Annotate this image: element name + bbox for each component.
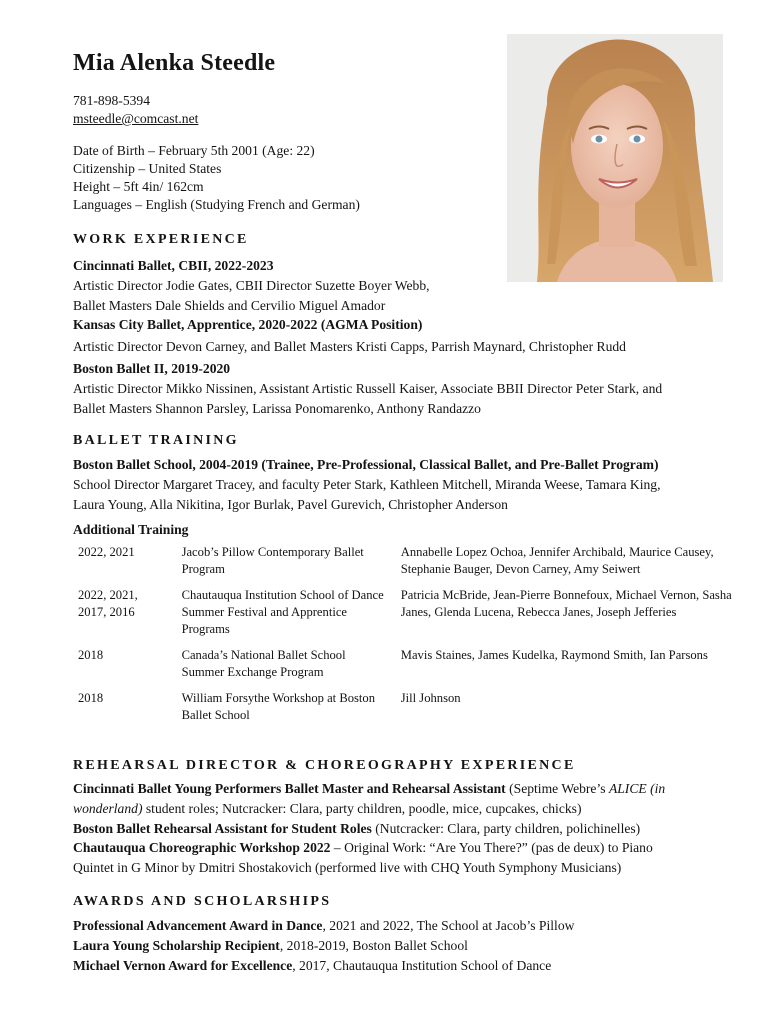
award-detail: , 2017, Chautauqua Institution School of Dance [292,957,552,973]
rehearsal-detail-italic: wonderland) [73,800,143,816]
awards-list [73,916,733,975]
portrait-illustration [507,34,723,282]
rehearsal-detail: (Nutcracker: Clara, party children, polichinelles) [371,820,641,836]
rehearsal-entry-cont: Quintet in G Minor by Dmitri Shostakovich (performed live with CHQ Youth Symphony Musicians) [73,860,622,876]
table-row [73,587,733,647]
table-row [73,544,733,587]
work-entry-title: Boston Ballet II, 2019-2020 [73,360,231,376]
rehearsal-heading: REHEARSAL DIRECTOR & CHOREOGRAPHY EXPERIENCE [73,758,576,773]
award-detail: , 2018-2019, Boston Ballet School [279,937,468,953]
rehearsal-entry [73,819,733,839]
training-program: Jacob’s Pillow Contemporary Ballet Program [181,545,364,576]
award-name: Laura Young Scholarship Recipient [73,937,280,953]
work-entry-title: Kansas City Ballet, Apprentice, 2020-2022 (AGMA Position) [73,317,423,333]
rehearsal-role: Boston Ballet Rehearsal Assistant for Student Roles [73,820,372,836]
rehearsal-detail: – Original Work: “Are You There?” (pas de deux) to Piano [330,840,653,856]
date-of-birth: Date of Birth – February 5th 2001 (Age: 22) [73,143,315,158]
training-faculty: Jill Johnson [400,691,461,705]
additional-training-table [73,544,733,733]
training-faculty-line: Laura Young, Alla Nikitina, Igor Burlak, Pavel Gurevich, Christopher Anderson [73,496,508,512]
personal-details [73,142,360,214]
rehearsal-entry-cont [73,799,733,819]
phone-number: 781-898-5394 [73,93,151,108]
work-entry-detail: Ballet Masters Dale Shields and Cervilio Miguel Amador [73,297,386,313]
contact-info [73,92,198,128]
training-faculty: Patricia McBride, Jean-Pierre Bonnefoux, Michael Vernon, Sasha Janes, Glenda Lucena, Rebecca Janes, Joseph Jefferies [400,588,732,619]
training-years: 2022, 2021 [78,545,135,559]
work-entry-detail: Artistic Director Devon Carney, and Ballet Masters Kristi Capps, Parrish Maynard, Christopher Rudd [73,339,626,355]
training-program: Canada’s National Ballet School Summer Exchange Program [181,648,346,679]
training-faculty: Annabelle Lopez Ochoa, Jennifer Archibald, Maurice Causey, Stephanie Bauger, Devon Carney, Amy Seiwert [400,545,714,576]
citizenship: Citizenship – United States [73,161,222,176]
table-row [73,690,733,733]
work-entry-title: Cincinnati Ballet, CBII, 2022-2023 [73,258,274,273]
work-experience-heading: WORK EXPERIENCE [73,232,249,247]
training-years: 2022, 2021, 2017, 2016 [78,588,138,619]
table-row [73,647,733,690]
award-item [73,936,733,956]
work-entry-detail: Artistic Director Jodie Gates, CBII Director Suzette Boyer Webb, [73,277,430,293]
applicant-name: Mia Alenka Steedle [73,50,276,76]
rehearsal-detail: student roles; Nutcracker: Clara, party children, poodle, mice, cupcakes, chicks) [142,800,582,816]
training-program: Chautauqua Institution School of Dance Summer Festival and Apprentice Programs [181,588,384,636]
rehearsal-role: Chautauqua Choreographic Workshop 2022 [73,840,331,856]
ballet-training-heading: BALLET TRAINING [73,433,239,448]
rehearsal-role: Cincinnati Ballet Young Performers Ballet Master and Rehearsal Assistant [73,781,506,796]
work-entry-detail: Ballet Masters Shannon Parsley, Larissa Ponomarenko, Anthony Randazzo [73,400,481,416]
rehearsal-detail: (Septime Webre’s [505,781,609,796]
languages: Languages – English (Studying French and German) [73,197,360,212]
awards-heading: AWARDS AND SCHOLARSHIPS [73,894,332,909]
headshot-photo [507,34,723,282]
training-program: William Forsythe Workshop at Boston Ballet School [181,691,376,722]
award-item [73,916,733,936]
training-years: 2018 [78,691,104,705]
height: Height – 5ft 4in/ 162cm [73,179,204,194]
additional-training-heading: Additional Training [73,522,189,537]
email-link[interactable]: msteedle@comcast.net [73,111,199,126]
training-faculty-line: School Director Margaret Tracey, and faculty Peter Stark, Kathleen Mitchell, Miranda Weese, Tamara King, [73,476,661,492]
training-faculty: Mavis Staines, James Kudelka, Raymond Smith, Ian Parsons [400,648,708,662]
award-name: Michael Vernon Award for Excellence [73,957,293,973]
training-school-title: Boston Ballet School, 2004-2019 (Trainee, Pre-Professional, Classical Ballet, and Pre-Ballet Program) [73,457,659,472]
work-entry-detail: Artistic Director Mikko Nissinen, Assistant Artistic Russell Kaiser, Associate BBII Director Peter Stark, and [73,380,663,396]
rehearsal-entry [73,838,733,858]
training-years: 2018 [78,648,104,662]
rehearsal-list [73,779,733,878]
award-name: Professional Advancement Award in Dance [73,918,323,933]
ballet-training-main [73,455,733,514]
award-detail: , 2021 and 2022, The School at Jacob’s Pillow [322,918,575,933]
rehearsal-detail-italic: ALICE (in [608,781,666,796]
award-item [73,956,733,976]
rehearsal-entry [73,779,733,799]
